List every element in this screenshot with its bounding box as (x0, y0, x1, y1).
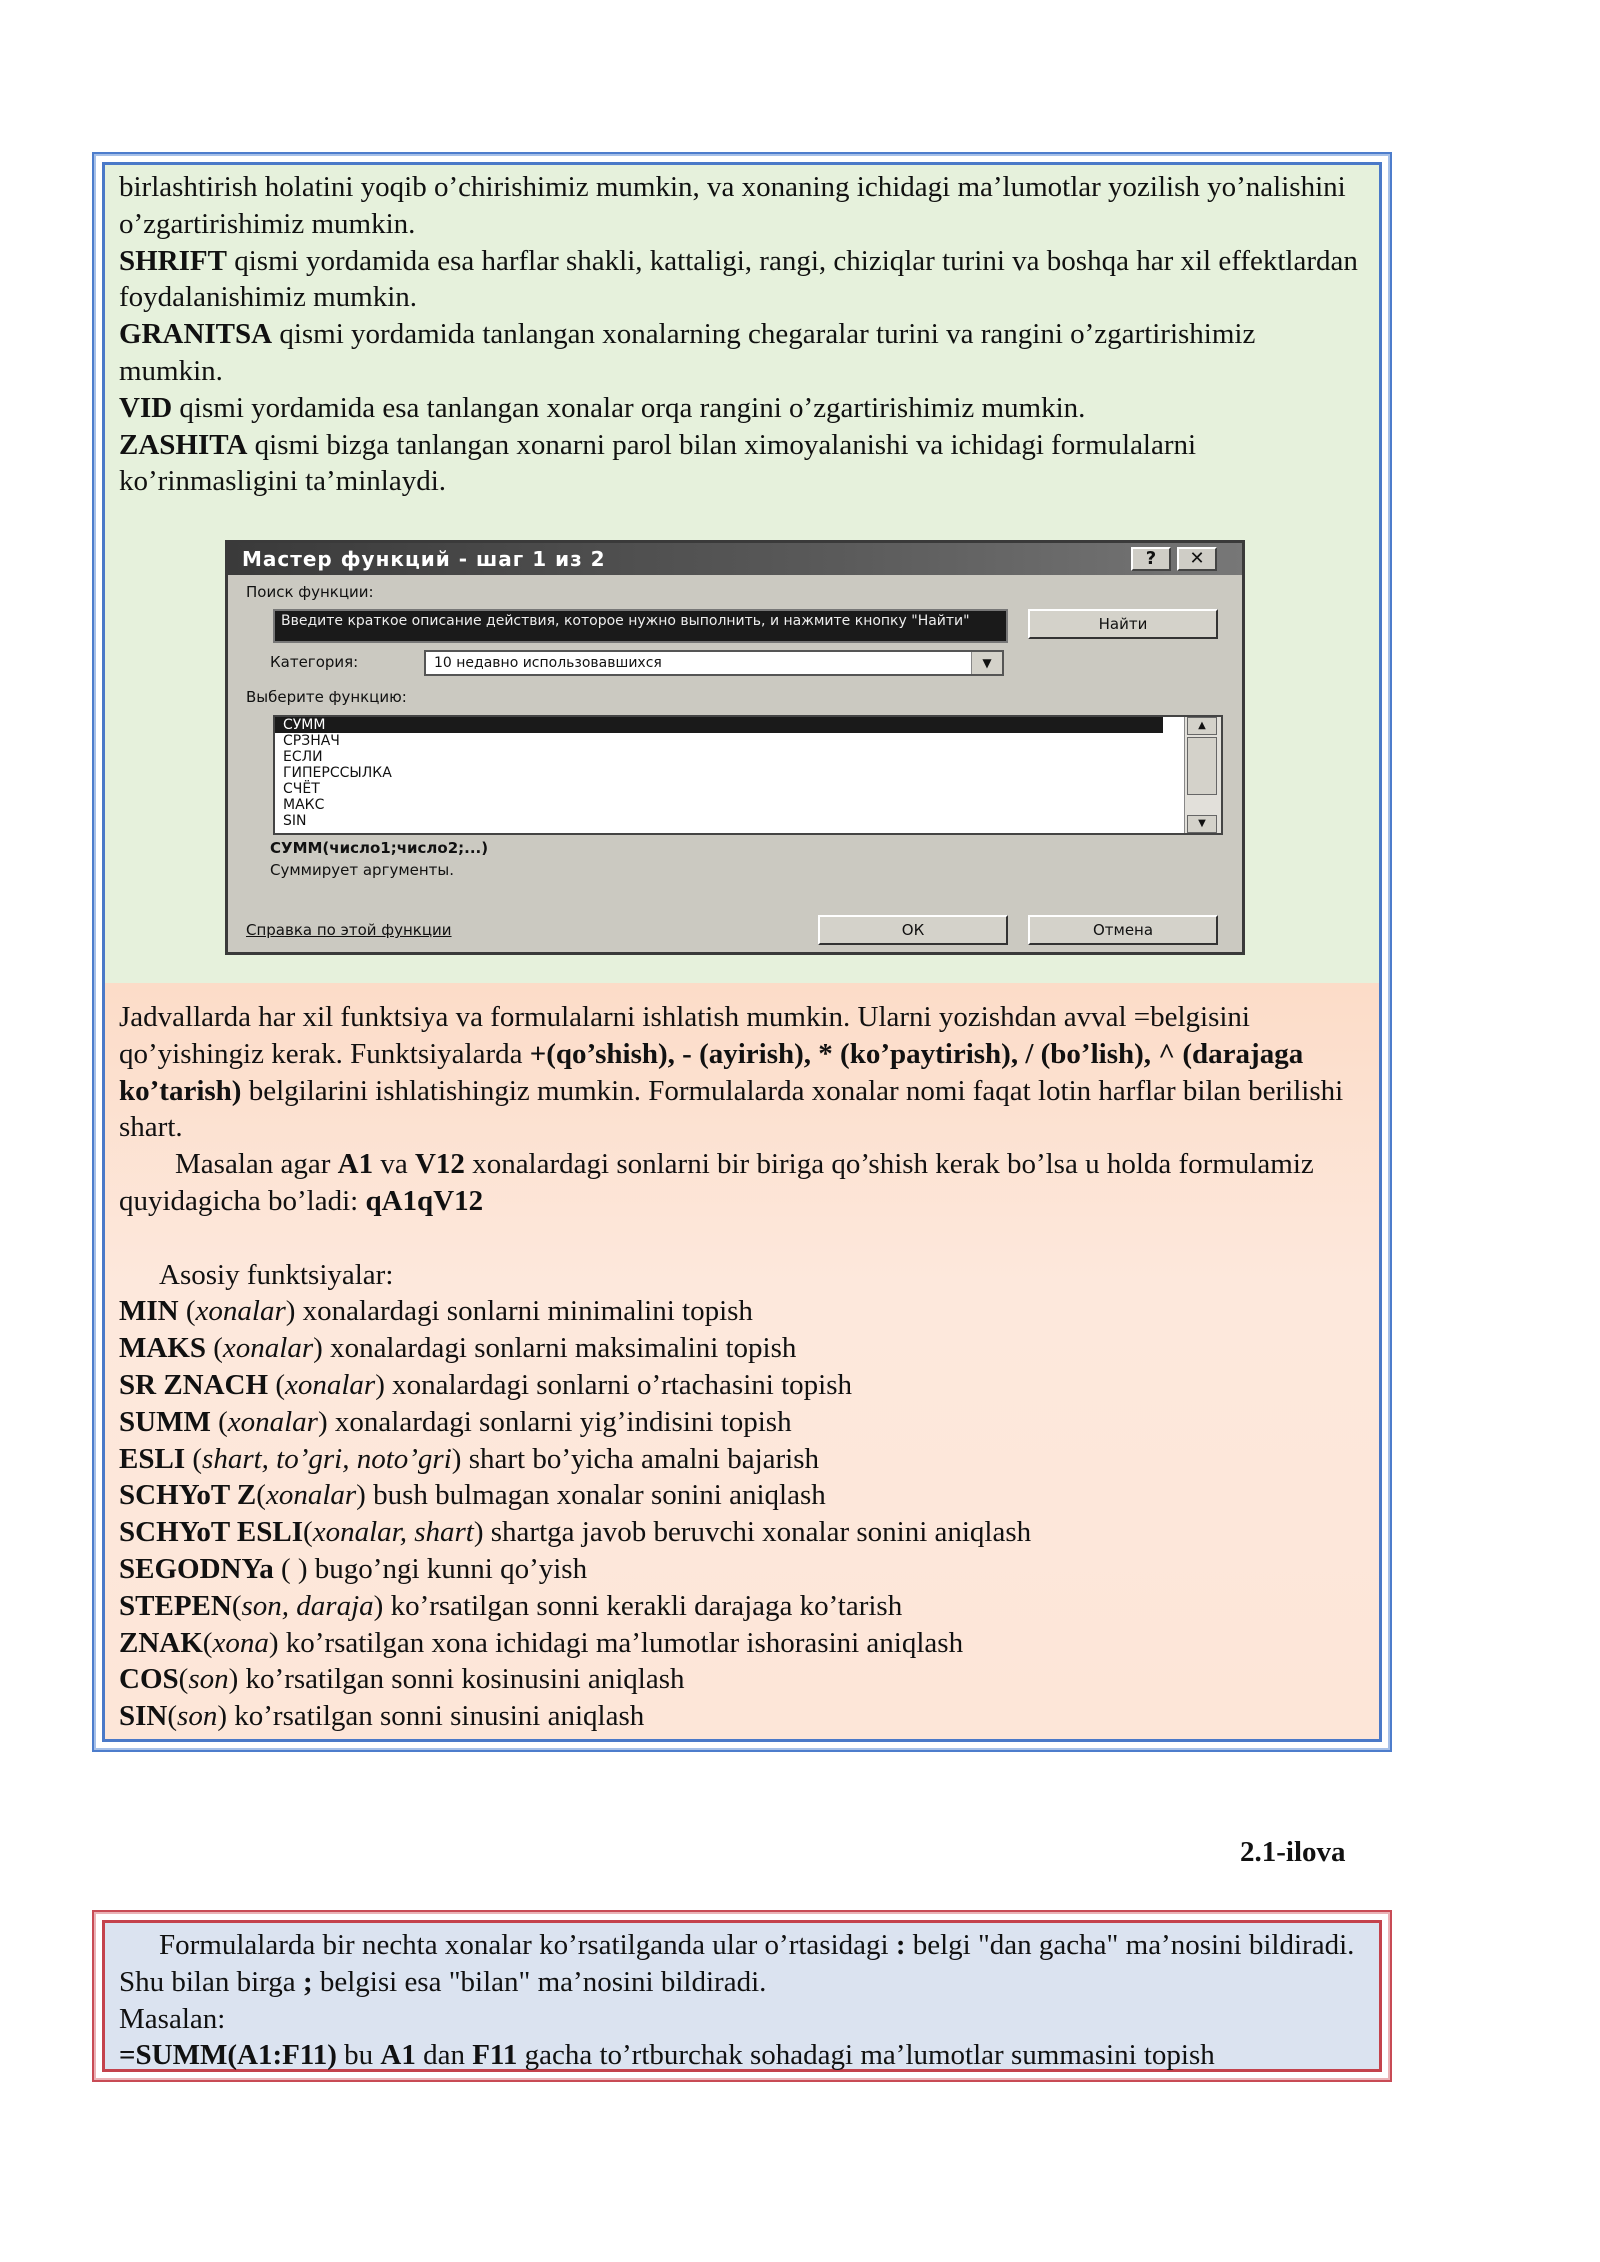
function-name: SR ZNACH (119, 1368, 269, 1401)
functions-list (119, 1293, 1359, 1735)
function-name: SCHYoT Z (119, 1479, 257, 1512)
function-name: MAKS (119, 1332, 206, 1365)
scroll-down-icon[interactable]: ▼ (1187, 815, 1217, 833)
paragraph: Masalan agar A1 va V12 xonalardagi sonlarni bir biriga qo’shish kerak bo’lsa u holda formulamiz quyidagicha bo’ladi: qA1qV12 (119, 1148, 1314, 1217)
function-signature: СУММ(число1;число2;...) (270, 839, 489, 857)
paren: ) (228, 1663, 239, 1696)
paren: ( (202, 1626, 213, 1659)
function-desc: xonalardagi sonlarni o’rtachasini topish (384, 1368, 852, 1401)
function-item (119, 1625, 1359, 1662)
function-desc: xonalardagi sonlarni maksimalini topish (322, 1332, 797, 1365)
function-desc: bush bulmagan xonalar sonini aniqlash (365, 1479, 826, 1512)
category-label: Категория: (270, 653, 359, 671)
function-item (119, 1698, 1359, 1735)
function-name: ESLI (119, 1442, 186, 1475)
scrollbar[interactable] (1184, 717, 1221, 833)
function-item (119, 1477, 1359, 1514)
function-item (119, 1330, 1359, 1367)
function-args: shart, to’gri, noto’gri (202, 1442, 452, 1475)
function-args: xonalar, shart (312, 1516, 474, 1549)
paragraph: SHRIFT qismi yordamida esa harflar shakli, kattaligi, rangi, chiziqlar turini va boshqa har xil effektlardan foydalanishimiz mumkin. (119, 244, 1358, 314)
function-item (119, 1514, 1359, 1551)
function-args: xonalar (195, 1295, 286, 1328)
function-item (119, 1441, 1359, 1478)
term: SHRIFT (119, 244, 227, 277)
function-desc: ko’rsatilgan xona ichidagi ma’lumotlar ishorasini aniqlash (278, 1626, 964, 1659)
paren: ( (178, 1295, 196, 1328)
category-value: 10 недавно использовавшихся (434, 655, 662, 671)
paren: ) (356, 1479, 366, 1512)
chevron-down-icon[interactable]: ▼ (971, 652, 1002, 674)
functions-section (105, 983, 1379, 1739)
function-desc: ko’rsatilgan sonni kosinusini aniqlash (238, 1663, 685, 1696)
function-args: xonalar (227, 1405, 318, 1438)
function-args: xona (212, 1626, 269, 1659)
list-item[interactable]: СРЗНАЧ (283, 733, 340, 749)
dialog-title: Мастер функций - шаг 1 из 2 (228, 543, 1242, 575)
function-desc: xonalardagi sonlarni minimalini topish (295, 1295, 753, 1328)
list-item[interactable]: СУММ (275, 717, 1163, 733)
formula-example: qA1qV12 (365, 1184, 484, 1217)
help-button[interactable]: ? (1131, 547, 1171, 571)
paren: ( (206, 1332, 223, 1365)
function-desc: xonalardagi sonlarni yig’indisini topish (327, 1405, 792, 1438)
function-args: son (188, 1663, 229, 1696)
term: ZASHITA (119, 428, 248, 461)
paragraph: VID qismi yordamida esa tanlangan xonalar orqa rangini o’zgartirishimiz mumkin. (119, 391, 1086, 424)
function-name: COS (119, 1663, 179, 1696)
paragraph: Jadvallarda har xil funktsiya va formulalarni ishlatish mumkin. Ularni yozishdan avval =belgisini qo’yishingiz kerak. Funktsiyalarda +(qo’shish), - (ayirish), * (ko’paytirish), / (bo’lish), ^ (darajaga ko’tarish) belgilarini ishlatishingiz mumkin. Formulalarda xonalar nomi faqat lotin harflar bilan berilishi shart. (119, 1001, 1344, 1144)
function-name: SCHYoT ESLI (119, 1516, 304, 1549)
function-item (119, 1404, 1359, 1441)
functions-text (119, 999, 1359, 1735)
function-args: son (177, 1700, 218, 1733)
list-item[interactable]: СЧЁТ (283, 781, 320, 797)
paren: ) (297, 1552, 308, 1585)
appendix-heading: 2.1-ilova (1240, 1836, 1346, 1868)
paren: ( (185, 1442, 203, 1475)
formatting-section (105, 165, 1379, 983)
ok-button[interactable]: ОК (818, 915, 1008, 945)
scroll-thumb[interactable] (1187, 737, 1217, 795)
paren: ( (268, 1368, 285, 1401)
function-args: xonalar (284, 1368, 376, 1401)
function-item (119, 1661, 1359, 1698)
function-desc: shart bo’yicha amalni bajarish (461, 1442, 819, 1475)
paren: ) (285, 1295, 296, 1328)
paren: ) (313, 1332, 323, 1365)
list-item[interactable]: МАКС (283, 797, 325, 813)
example-label: Masalan: (119, 2002, 226, 2035)
paren: ) (317, 1405, 328, 1438)
range-text (119, 1927, 1363, 2074)
function-args: xonalar (265, 1479, 357, 1512)
paragraph: GRANITSA qismi yordamida tanlangan xonalarning chegaralar turini va rangini o’zgartirishimiz mumkin. (119, 318, 1256, 387)
info-box-blue (92, 152, 1392, 1752)
function-name: MIN (119, 1295, 179, 1328)
paren: ( (178, 1663, 189, 1696)
paren: ( (167, 1700, 178, 1733)
paren: ( (210, 1405, 228, 1438)
info-box-red (92, 1910, 1392, 2082)
info-box-inner (102, 1920, 1382, 2072)
function-name: ZNAK (119, 1626, 203, 1659)
list-item[interactable]: SIN (283, 813, 307, 829)
blank-line (119, 1220, 1359, 1257)
paren: ( (256, 1479, 266, 1512)
paren: ) (217, 1700, 227, 1733)
function-name: SEGODNYa (119, 1552, 274, 1585)
function-item (119, 1551, 1359, 1588)
function-name: STEPEN (119, 1589, 232, 1622)
formatting-text (119, 169, 1359, 500)
functions-title: Asosiy funktsiyalar: (159, 1258, 394, 1291)
function-item (119, 1367, 1359, 1404)
search-input[interactable]: Введите краткое описание действия, которое нужно выполнить, и нажмите кнопку "Найти" (273, 609, 1008, 643)
paragraph: Formulalarda bir nechta xonalar ko’rsatilganda ular o’rtasidagi : belgi "dan gacha" ma’nosini bildiradi. Shu bilan birga ; belgisi esa "bilan" ma’nosini bildiradi. (119, 1929, 1355, 1998)
function-name: SUMM (119, 1405, 211, 1438)
function-name: SIN (119, 1700, 168, 1733)
choose-function-label: Выберите функцию: (246, 688, 407, 706)
help-link[interactable]: Справка по этой функции (246, 921, 452, 939)
example-line: =SUMM(A1:F11) bu A1 dan F11 gacha to’rtburchak sohadagi ma’lumotlar summasini topish (119, 2039, 1215, 2072)
find-button[interactable]: Найти (1028, 609, 1218, 639)
paren: ( (273, 1552, 298, 1585)
paren: ) (375, 1368, 385, 1401)
close-button[interactable]: ✕ (1177, 547, 1217, 571)
paren: ) (451, 1442, 462, 1475)
info-box-inner (102, 162, 1382, 1742)
paren: ) (373, 1589, 384, 1622)
list-item[interactable]: ЕСЛИ (283, 749, 323, 765)
function-desc: bugo’ngi kunni qo’yish (307, 1552, 588, 1585)
function-wizard-dialog (225, 540, 1245, 955)
function-item (119, 1293, 1359, 1330)
term: GRANITSA (119, 318, 273, 351)
function-desc: shartga javob beruvchi xonalar sonini aniqlash (483, 1516, 1032, 1549)
search-label: Поиск функции: (246, 583, 374, 601)
paren: ( (303, 1516, 313, 1549)
paren: ( (231, 1589, 242, 1622)
paragraph: ZASHITA qismi bizga tanlangan xonarni parol bilan ximoyalanishi va ichidagi formulalarni ko’rinmasligini ta’minlaydi. (119, 428, 1197, 498)
function-list[interactable] (273, 715, 1223, 835)
paren: ) (473, 1516, 484, 1549)
term: VID (119, 391, 173, 424)
function-item (119, 1588, 1359, 1625)
scroll-up-icon[interactable]: ▲ (1187, 717, 1217, 735)
function-desc: ko’rsatilgan sonni kerakli darajaga ko’tarish (383, 1589, 903, 1622)
cancel-button[interactable]: Отмена (1028, 915, 1218, 945)
paragraph: birlashtirish holatini yoqib o’chirishimiz mumkin, va xonaning ichidagi ma’lumotlar yozilish yo’nalishini o’zgartirishimiz mumkin. (119, 171, 1346, 240)
function-args: son, daraja (241, 1589, 374, 1622)
paren: ) (268, 1626, 279, 1659)
operators: +(qo’shish), - (ayirish), * (ko’paytirish), / (bo’lish), ^ (darajaga ko’tarish) (119, 1037, 1304, 1107)
category-select[interactable] (424, 650, 1004, 676)
function-args: xonalar (222, 1332, 314, 1365)
function-description: Суммирует аргументы. (270, 861, 455, 879)
function-desc: ko’rsatilgan sonni sinusini aniqlash (227, 1700, 645, 1733)
list-item[interactable]: ГИПЕРССЫЛКА (283, 765, 392, 781)
